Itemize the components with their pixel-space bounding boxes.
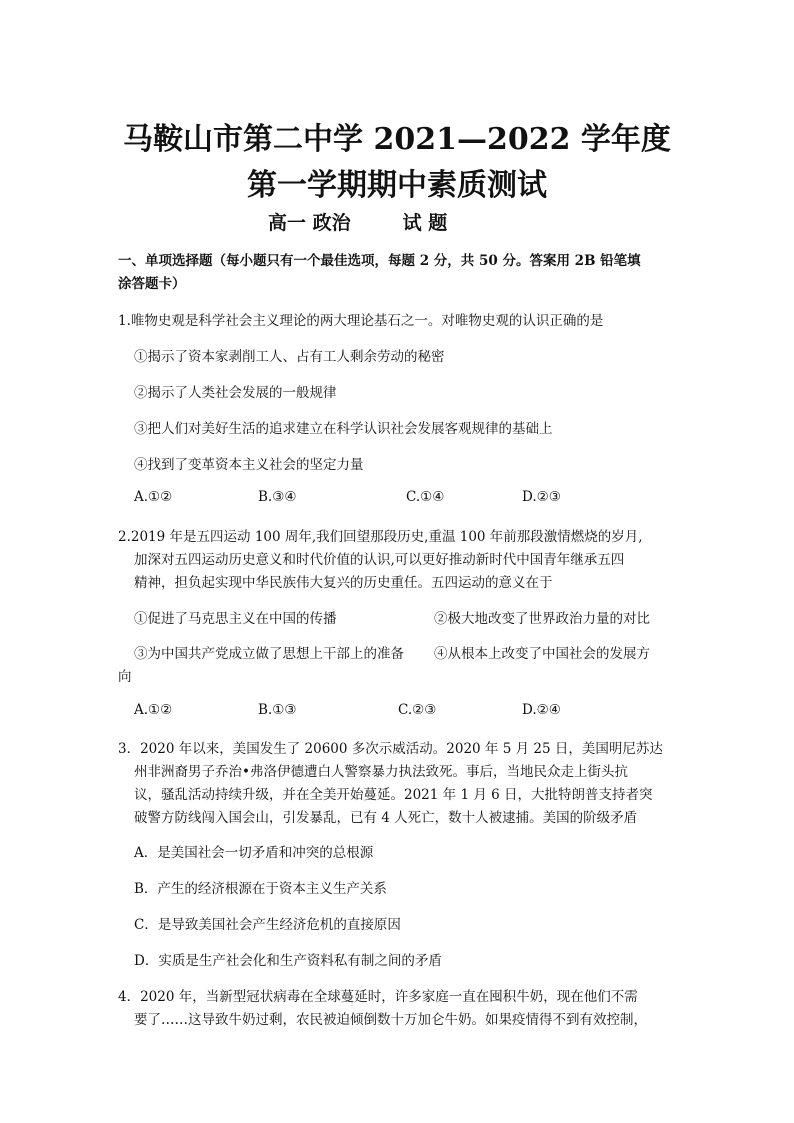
question-2-item-cont: 向 bbox=[118, 669, 132, 685]
question-2-stem: 加深对五四运动历史意义和时代价值的认识,可以更好推动新时代中国青年继承五四 bbox=[134, 552, 625, 568]
question-2-option-a: A.①② bbox=[134, 702, 173, 718]
question-3-option-c: C．是导致美国社会产生经济危机的直接原因 bbox=[134, 917, 401, 933]
section-heading-cont: 涂答题卡） bbox=[118, 276, 186, 292]
question-1-stem: 1.唯物史观是科学社会主义理论的两大理论基石之一。对唯物史观的认识正确的是 bbox=[118, 313, 604, 329]
question-1-option-a: A.①② bbox=[134, 489, 173, 505]
question-1-option-d: D.②③ bbox=[522, 489, 561, 505]
subject-line bbox=[268, 208, 447, 235]
question-4-stem: 4．2020 年，当新型冠状病毒在全球蔓延时，许多家庭一直在囤积牛奶，现在他们不需 bbox=[118, 989, 638, 1005]
question-3-stem: 3．2020 年以来，美国发生了 20600 多次示威活动。2020 年 5 月 25 日，美国明尼苏达 bbox=[118, 741, 663, 757]
question-2-option-b: B.①③ bbox=[258, 702, 297, 718]
question-3-option-b: B．产生的经济根源在于资本主义生产关系 bbox=[134, 881, 387, 897]
question-3-option-a: A．是美国社会一切矛盾和冲突的总根源 bbox=[134, 845, 374, 861]
section-heading: 一、单项选择题（每小题只有一个最佳选项，每题 2 分，共 50 分。答案用 2B 铅笔填 bbox=[118, 253, 641, 269]
question-2-item: ②极大地改变了世界政治力量的对比 bbox=[434, 611, 650, 627]
question-3-stem: 州非洲裔男子乔治•弗洛伊德遭白人警察暴力执法致死。事后，当地民众走上街头抗 bbox=[134, 764, 628, 780]
question-1-item: ③把人们对美好生活的追求建立在科学认识社会发展客观规律的基础上 bbox=[134, 421, 553, 437]
question-2-item: ①促进了马克思主义在中国的传播 bbox=[134, 611, 337, 627]
question-4-stem: 要了……这导致牛奶过剩，农民被迫倾倒数十万加仑牛奶。如果疫情得不到有效控制， bbox=[134, 1012, 647, 1028]
question-1-option-c: C.①④ bbox=[406, 489, 445, 505]
question-3-stem: 破警方防线闯入国会山，引发暴乱，已有 4 人死亡，数十人被逮捕。美国的阶级矛盾 bbox=[134, 810, 638, 826]
question-3-option-d: D．实质是生产社会化和生产资料私有制之间的矛盾 bbox=[134, 953, 442, 969]
question-1-option-b: B.③④ bbox=[258, 489, 297, 505]
question-2-stem: 精神，担负起实现中华民族伟大复兴的历史重任。五四运动的意义在于 bbox=[134, 575, 553, 591]
question-2-option-d: D.②④ bbox=[522, 702, 561, 718]
question-1-item: ①揭示了资本家剥削工人、占有工人剩余劳动的秘密 bbox=[134, 349, 445, 365]
question-2-option-c: C.②③ bbox=[398, 702, 437, 718]
question-2-item: ③为中国共产党成立做了思想上干部上的准备 bbox=[134, 646, 404, 662]
question-3-stem: 议，骚乱活动持续升级，并在全美开始蔓延。2021 年 1 月 6 日，大批特朗普支持者突 bbox=[134, 787, 653, 803]
question-2-item: ④从根本上改变了中国社会的发展方 bbox=[434, 646, 650, 662]
question-2-stem: 2.2019 年是五四运动 100 周年,我们回望那段历史,重温 100 年前那段激情燃烧的岁月, bbox=[118, 529, 643, 545]
subject-label: 高一 政治 bbox=[268, 212, 351, 234]
question-1-item: ④找到了变革资本主义社会的坚定力量 bbox=[134, 457, 364, 473]
exam-title: 马鞍山市第二中学 2021—2022 学年度 bbox=[123, 122, 671, 157]
question-1-item: ②揭示了人类社会发展的一般规律 bbox=[134, 385, 337, 401]
paper-label: 试 题 bbox=[402, 212, 448, 234]
exam-subtitle: 第一学期期中素质测试 bbox=[247, 168, 547, 203]
